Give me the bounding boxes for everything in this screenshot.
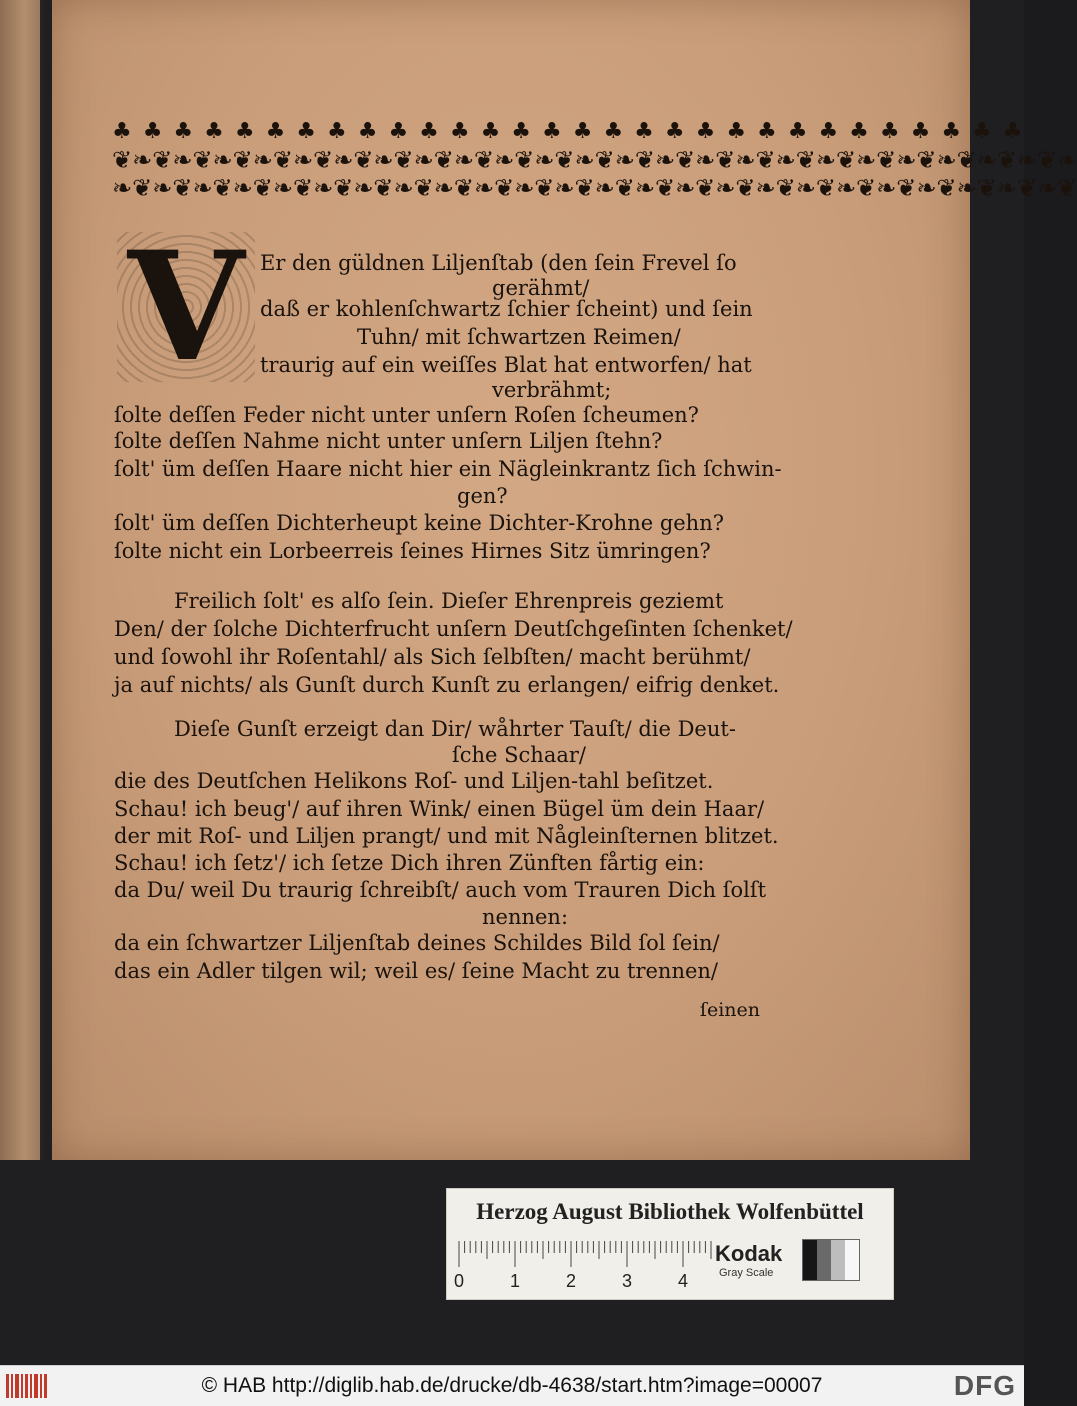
decorated-initial: V [117, 232, 255, 382]
poem-line: Er den güldnen Liljenſtab (den ſein Frevel ſo [260, 251, 737, 275]
ruler-label: 3 [621, 1271, 633, 1291]
footer-bar [0, 1365, 1024, 1406]
ruler-label: 0 [453, 1271, 465, 1291]
poem-text [52, 0, 1077, 1160]
ruler-label: 1 [509, 1271, 521, 1291]
poem-line: Tuhn/ mit ſchwartzen Reimen/ [357, 325, 681, 349]
poem-line: Den/ der ſolche Dichterfrucht unſern Deutſchgeſinten ſchenket/ [114, 617, 793, 641]
poem-line: gerähmt/ [492, 276, 590, 300]
poem-line: das ein Adler tilgen wil; weil es/ ſeine Macht zu trennen/ [114, 959, 719, 983]
poem-line: Dieſe Gunſt erzeigt dan Dir/ wåhrter Tauſt/ die Deut- [174, 717, 736, 741]
poem-line: da ein ſchwartzer Liljenſtab deines Schildes Bild ſol ſein/ [114, 931, 720, 955]
poem-line: traurig auf ein weiſſes Blat hat entworfen/ hat [260, 353, 752, 377]
fleuron-border-icon: ♣ ♣ ♣ ♣ ♣ ♣ ♣ ♣ ♣ ♣ ♣ ♣ ♣ ♣ ♣ ♣ ♣ ♣ ♣ ♣ ♣ ♣ ♣ ♣ ♣ ♣ ♣ ♣ ♣ ♣ ❦❧❦❧❦❧❦❧❦❧❦❧❦❧❦❧❦❧❦❧❦❧❦❧❦❧❦❧❦❧❦❧❦❧❦❧❦❧❦❧❦❧❦❧❦❧❦❧ ❧❦❧❦❧❦❧❦❧❦❧❦❧❦❧❦❧❦❧❦❧❦❧❦❧❦❧❦❧❦❧❦❧❦❧❦❧❦❧❦❧❦❧❦❧❦❧❦ [112, 119, 1077, 202]
library-title: Herzog August Bibliothek Wolfenbüttel [476, 1199, 864, 1224]
poem-line: und ſowohl ihr Roſentahl/ als Sich ſelbſten/ macht berühmt/ [114, 645, 751, 669]
poem-line: die des Deutſchen Helikons Roſ- und Liljen-tahl beſitzet. [114, 769, 714, 793]
poem-line: ſolte deſſen Feder nicht unter unſern Roſen ſcheumen? [114, 403, 699, 427]
copyright-url: © HAB http://diglib.hab.de/drucke/db-4638/start.htm?image=00007 [201, 1374, 823, 1397]
poem-line: ja auf nichts/ als Gunſt durch Kunſt zu erlangen/ eifrig denket. [114, 673, 780, 697]
poem-line: daß er kohlenſchwartz ſchier ſcheint) und ſein [260, 297, 753, 321]
poem-line: ſolt' üm deſſen Haare nicht hier ein Nägleinkrantz ſich ſchwin- [114, 457, 782, 481]
kodak-logo: Kodak [715, 1241, 783, 1266]
poem-line: ſolte deſſen Nahme nicht unter unſern Liljen ſtehn? [114, 429, 663, 453]
poem-line: da Du/ weil Du traurig ſchreibſt/ auch vom Trauren Dich ſolſt [114, 878, 767, 902]
poem-line: Schau! ich beug'/ auf ihren Wink/ einen Bügel üm dein Haar/ [114, 797, 765, 821]
scale-ruler [453, 1237, 709, 1293]
color-target-card [446, 1188, 894, 1300]
poem-line: nennen: [482, 905, 569, 929]
kodak-subtitle: Gray Scale [719, 1267, 774, 1279]
poem-line: verbrähmt; [492, 378, 612, 402]
kodak-brand [705, 1239, 815, 1287]
gray-scale-patches [802, 1239, 860, 1281]
poem-line: Schau! ich ſetz'/ ich ſetze Dich ihren Zünften fårtig ein: [114, 851, 705, 875]
book-page [52, 0, 1077, 1160]
poem-line: Freilich ſolt' es alſo ſein. Dieſer Ehrenpreis geziemt [174, 589, 724, 613]
ruler-label: 2 [565, 1271, 577, 1291]
catchword: ſeinen [699, 999, 760, 1021]
poem-line: der mit Roſ- und Liljen prangt/ und mit Någleinſternen blitzet. [114, 824, 779, 848]
dfg-logo: DFG [953, 1370, 1016, 1401]
left-page-edge [0, 0, 40, 1160]
poem-line: gen? [457, 484, 508, 508]
ruler-ticks [459, 1241, 711, 1267]
poem-line: ſolte nicht ein Lorbeerreis ſeines Hirnes Sitz ümringen? [114, 539, 711, 563]
ruler-label: 4 [677, 1271, 689, 1291]
poem-line: ſolt' üm deſſen Dichterheupt keine Dichter-Krohne gehn? [114, 511, 724, 535]
poem-line: ſche Schaar/ [452, 743, 586, 767]
